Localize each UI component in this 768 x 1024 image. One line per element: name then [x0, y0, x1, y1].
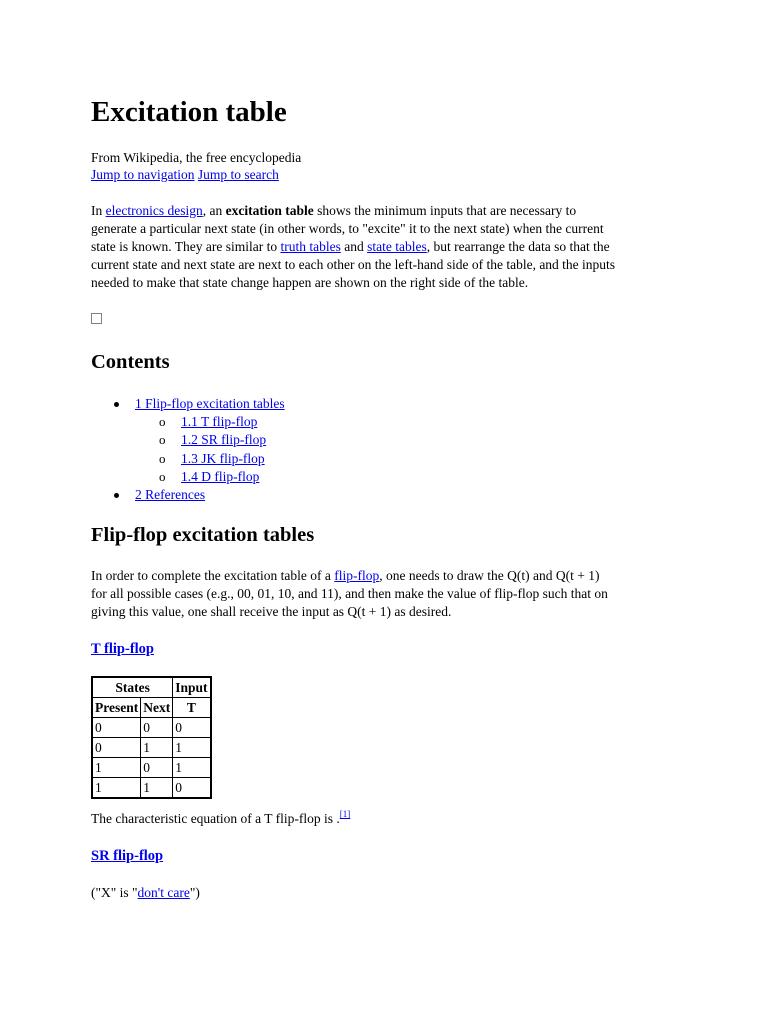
toc-link-jk-flipflop[interactable]: 1.3 JK flip-flop	[181, 451, 265, 466]
reference-link[interactable]: [1]	[339, 809, 351, 819]
table-cell: 1	[92, 778, 141, 799]
intro-text: In	[91, 203, 106, 218]
input-header: Input	[173, 677, 211, 698]
t-flipflop-heading-link[interactable]: T flip-flop	[91, 641, 154, 657]
table-cell: 0	[173, 718, 211, 738]
toc-link-references[interactable]: 2 References	[135, 487, 206, 502]
intro-paragraph	[91, 202, 681, 292]
sr-flipflop-heading-link[interactable]: SR flip-flop	[91, 848, 164, 864]
bullet-icon	[114, 493, 119, 498]
intro-text: shows the minimum inputs that are necessary to	[313, 203, 577, 218]
toc-link-t-flipflop[interactable]: 1.1 T flip-flop	[181, 414, 258, 429]
contents-heading: Contents	[91, 351, 170, 373]
intro-text: generate a particular next state (in other words, to "excite" it to the next state) when the current	[91, 221, 604, 236]
table-cell: 1	[141, 738, 173, 758]
table-cell: 0	[92, 738, 141, 758]
excitation-table-term: excitation table	[225, 203, 314, 218]
intro-text: and	[340, 239, 368, 254]
dont-care-link[interactable]: don't care	[137, 885, 190, 900]
table-cell: 1	[173, 738, 211, 758]
t-header: T	[173, 698, 211, 718]
table-cell: 1	[173, 758, 211, 778]
jump-links	[91, 166, 279, 183]
truth-tables-link[interactable]: truth tables	[280, 239, 341, 254]
state-tables-link[interactable]: state tables	[367, 239, 427, 254]
paragraph-text: In order to complete the excitation table of a	[91, 568, 335, 583]
toc-link-flipflop-tables[interactable]: 1 Flip-flop excitation tables	[135, 396, 285, 411]
table-cell: 1	[141, 778, 173, 799]
section-heading-flipflop: Flip-flop excitation tables	[91, 524, 315, 546]
bullet-icon	[114, 402, 119, 407]
equation-text: The characteristic equation of a T flip-flop is .	[91, 811, 340, 826]
toc-link-sr-flipflop[interactable]: 1.2 SR flip-flop	[181, 432, 267, 447]
paragraph-text: , one needs to draw the Q(t) and Q(t + 1)	[379, 568, 600, 583]
jump-to-navigation-link[interactable]: Jump to navigation	[91, 167, 195, 182]
table-row	[92, 758, 211, 778]
intro-text: current state and next state are next to each other on the left-hand side of the table, and the inputs	[91, 257, 616, 272]
toc-link-d-flipflop[interactable]: 1.4 D flip-flop	[181, 469, 260, 484]
characteristic-equation	[91, 810, 350, 828]
table-cell: 0	[141, 758, 173, 778]
table-row	[92, 738, 211, 758]
dont-care-note	[91, 884, 200, 902]
intro-text: needed to make that state change happen are shown on the right side of the table.	[91, 275, 529, 290]
note-text: ("X" is "	[91, 885, 138, 900]
intro-text: state is known. They are similar to	[91, 239, 281, 254]
circle-bullet-icon: o	[159, 469, 166, 484]
table-cell: 1	[92, 758, 141, 778]
paragraph-text: for all possible cases (e.g., 00, 01, 10, and 11), and then make the value of flip-flop such that on	[91, 586, 608, 601]
present-header: Present	[92, 698, 141, 718]
paragraph-text: giving this value, one shall receive the input as Q(t + 1) as desired.	[91, 604, 452, 619]
table-row	[92, 778, 211, 799]
electronics-design-link[interactable]: electronics design	[105, 203, 203, 218]
circle-bullet-icon: o	[159, 414, 166, 429]
page-title: Excitation table	[91, 96, 287, 128]
t-flipflop-table	[91, 676, 212, 799]
intro-text: , but rearrange the data so that the	[426, 239, 610, 254]
table-header-row	[92, 677, 211, 698]
states-header: States	[92, 677, 173, 698]
circle-bullet-icon: o	[159, 432, 166, 447]
next-header: Next	[141, 698, 173, 718]
flipflop-link[interactable]: flip-flop	[334, 568, 380, 583]
table-row	[92, 718, 211, 738]
table-cell: 0	[173, 778, 211, 799]
circle-bullet-icon: o	[159, 451, 166, 466]
intro-text: , an	[202, 203, 226, 218]
tagline: From Wikipedia, the free encyclopedia	[91, 150, 302, 165]
note-text: ")	[189, 885, 200, 900]
toc-toggle-checkbox[interactable]	[91, 313, 102, 324]
flipflop-paragraph	[91, 567, 681, 621]
table-cell: 0	[141, 718, 173, 738]
table-header-row	[92, 698, 211, 718]
jump-to-search-link[interactable]: Jump to search	[197, 167, 279, 182]
table-cell: 0	[92, 718, 141, 738]
